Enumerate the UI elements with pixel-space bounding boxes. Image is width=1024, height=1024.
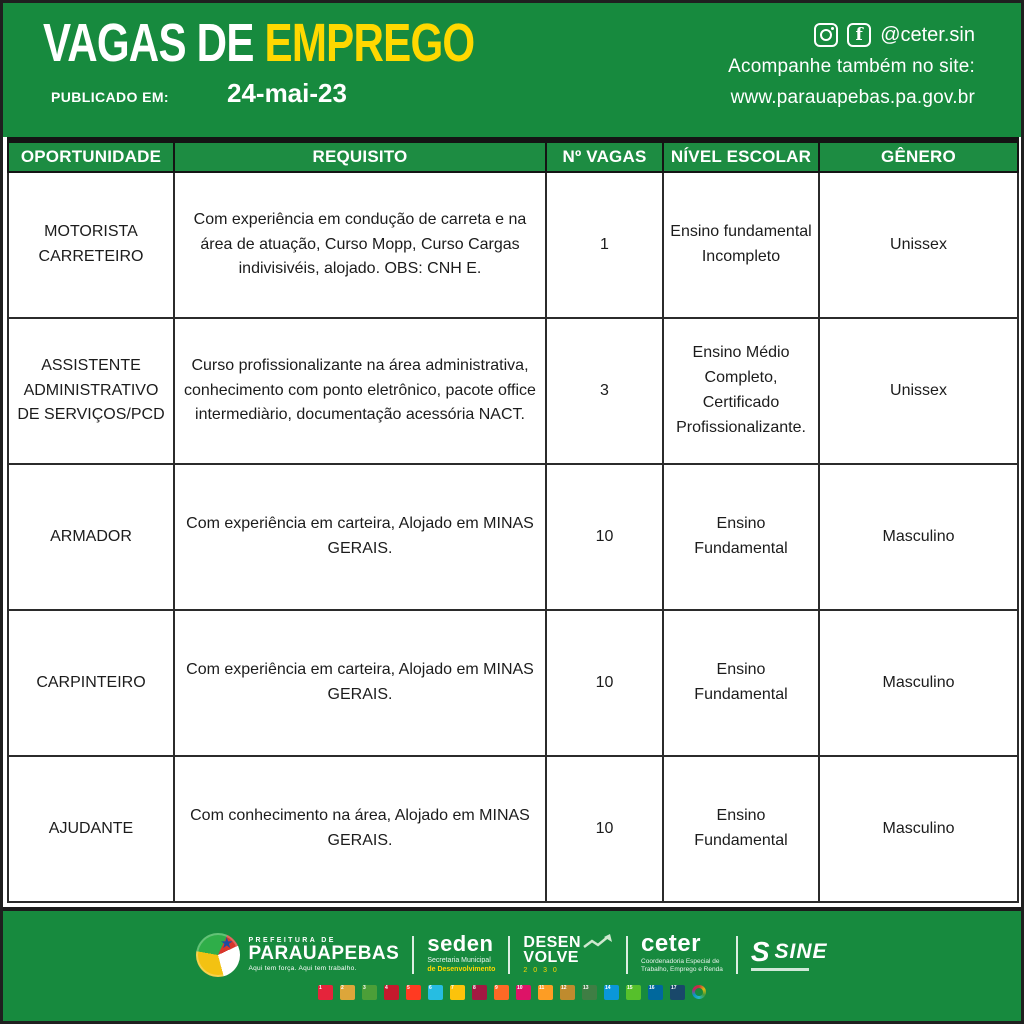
- footer-logos: [196, 930, 828, 977]
- sdg-icon-12: 12: [560, 985, 575, 1000]
- cell-genero: Unissex: [819, 172, 1018, 318]
- cell-oportunidade: ASSISTENTE ADMINISTRATIVO DE SERVIÇOS/PCD: [8, 318, 174, 464]
- sdg-icon-6: 6: [428, 985, 443, 1000]
- sine-name: SINE: [774, 940, 828, 963]
- desenvolve-line2: VOLVE: [523, 949, 579, 966]
- sine-logo: [751, 938, 828, 971]
- ceter-sub2: Trabalho, Emprego e Renda: [641, 966, 723, 974]
- cell-vagas: 10: [546, 610, 663, 756]
- col-header-vagas: Nº VAGAS: [546, 140, 663, 172]
- seden-name: seden: [427, 931, 494, 957]
- seden-sub1: Secretaria Municipal: [427, 957, 491, 965]
- divider: [626, 936, 628, 974]
- table-header-row: [8, 140, 1018, 172]
- cell-nivel: Ensino Fundamental: [663, 756, 819, 902]
- table-section: [3, 137, 1021, 907]
- cell-genero: Masculino: [819, 464, 1018, 610]
- cell-nivel: Ensino Fundamental: [663, 464, 819, 610]
- seden-sub2: de Desenvolvimento: [427, 965, 496, 973]
- published-date: 24-mai-23: [226, 77, 347, 108]
- col-header-oportunidade: OPORTUNIDADE: [8, 140, 174, 172]
- cell-genero: Masculino: [819, 610, 1018, 756]
- cell-requisito: Curso profissionalizante na área administrativa, conhecimento com ponto eletrônico, pacote office intermediàrio, documentação acessória NACT.: [174, 318, 546, 464]
- sdg-icon-8: 8: [472, 985, 487, 1000]
- table-row: [8, 318, 1018, 464]
- hero-header: [3, 3, 1021, 137]
- cell-requisito: Com experiência em condução de carreta e na área de atuação, Curso Mopp, Curso Cargas indivisivéis, alojado. OBS: CNH E.: [174, 172, 546, 318]
- sdg-icon-15: 15: [626, 985, 641, 1000]
- facebook-icon[interactable]: [847, 23, 871, 47]
- desenvolve-logo: [523, 935, 613, 974]
- sdg-icon-5: 5: [406, 985, 421, 1000]
- sdg-icon-16: 16: [648, 985, 663, 1000]
- prefeitura-pre-label: PREFEITURA DE: [248, 937, 336, 944]
- ceter-name: ceter: [641, 930, 701, 958]
- sdg-icon-13: 13: [582, 985, 597, 1000]
- vacancies-table: [7, 137, 1019, 903]
- col-header-genero: GÊNERO: [819, 140, 1018, 172]
- cell-vagas: 3: [546, 318, 663, 464]
- cell-requisito: Com conhecimento na área, Alojado em MINAS GERAIS.: [174, 756, 546, 902]
- hero-left: [43, 15, 596, 137]
- sine-tagline-bar: [751, 968, 809, 971]
- ceter-logo: [641, 930, 723, 974]
- social-handle[interactable]: @ceter.sin: [880, 23, 975, 46]
- parauapebas-text: [248, 937, 399, 972]
- sdg-icon-4: 4: [384, 985, 399, 1000]
- sdg-icon-1: 1: [318, 985, 333, 1000]
- page-title: [43, 15, 474, 72]
- star-icon: ★: [220, 934, 234, 952]
- divider: [412, 936, 414, 974]
- cell-oportunidade: AJUDANTE: [8, 756, 174, 902]
- sdg-icons: [318, 985, 685, 1000]
- ceter-sub1: Coordenadoria Especial de: [641, 957, 720, 965]
- parauapebas-logo: [196, 933, 399, 977]
- published-row: [43, 78, 596, 109]
- sdg-icon-9: 9: [494, 985, 509, 1000]
- published-label: PUBLICADO EM:: [51, 88, 169, 105]
- sdg-icon-17: 17: [670, 985, 685, 1000]
- prefeitura-slogan: Aqui tem força. Aqui tem trabalho.: [248, 965, 357, 972]
- cell-oportunidade: CARPINTEIRO: [8, 610, 174, 756]
- cell-requisito: Com experiência em carteira, Alojado em MINAS GERAIS.: [174, 610, 546, 756]
- col-header-requisito: REQUISITO: [174, 140, 546, 172]
- title-yellow: EMPREGO: [264, 13, 475, 73]
- sdg-icon-11: 11: [538, 985, 553, 1000]
- social-row: [728, 23, 975, 47]
- hero-right: [728, 15, 975, 137]
- cell-vagas: 1: [546, 172, 663, 318]
- table-row: [8, 172, 1018, 318]
- sdg-wheel-icon: [692, 985, 706, 999]
- table-row: [8, 756, 1018, 902]
- cell-genero: Masculino: [819, 756, 1018, 902]
- col-header-nivel: NÍVEL ESCOLAR: [663, 140, 819, 172]
- website-link[interactable]: www.parauapebas.pa.gov.br: [730, 87, 975, 108]
- prefeitura-name: PARAUAPEBAS: [248, 943, 400, 964]
- table-row: [8, 464, 1018, 610]
- growth-arrow-icon: [583, 933, 613, 951]
- desenvolve-year: 2 0 3 0: [523, 967, 559, 975]
- sdg-icon-3: 3: [362, 985, 377, 1000]
- cell-vagas: 10: [546, 756, 663, 902]
- divider: [736, 936, 738, 974]
- follow-text: Acompanhe também no site:: [728, 56, 975, 77]
- parauapebas-emblem-icon: [196, 933, 240, 977]
- seden-logo: [427, 931, 496, 974]
- table-row: [8, 610, 1018, 756]
- divider: [508, 936, 510, 974]
- cell-vagas: 10: [546, 464, 663, 610]
- sdg-strip: [318, 985, 706, 1000]
- cell-nivel: Ensino fundamental Incompleto: [663, 172, 819, 318]
- sdg-icon-14: 14: [604, 985, 619, 1000]
- cell-oportunidade: MOTORISTA CARRETEIRO: [8, 172, 174, 318]
- sine-s-icon: [751, 938, 770, 966]
- cell-nivel: Ensino Médio Completo, Certificado Profissionalizante.: [663, 318, 819, 464]
- desenvolve-line1: DESEN: [523, 933, 582, 951]
- cell-oportunidade: ARMADOR: [8, 464, 174, 610]
- sdg-icon-7: 7: [450, 985, 465, 1000]
- footer: [3, 907, 1021, 1021]
- cell-genero: Unissex: [819, 318, 1018, 464]
- sdg-icon-2: 2: [340, 985, 355, 1000]
- instagram-icon[interactable]: [814, 23, 838, 47]
- title-white: VAGAS DE: [43, 13, 265, 73]
- cell-nivel: Ensino Fundamental: [663, 610, 819, 756]
- sdg-icon-10: 10: [516, 985, 531, 1000]
- cell-requisito: Com experiência em carteira, Alojado em MINAS GERAIS.: [174, 464, 546, 610]
